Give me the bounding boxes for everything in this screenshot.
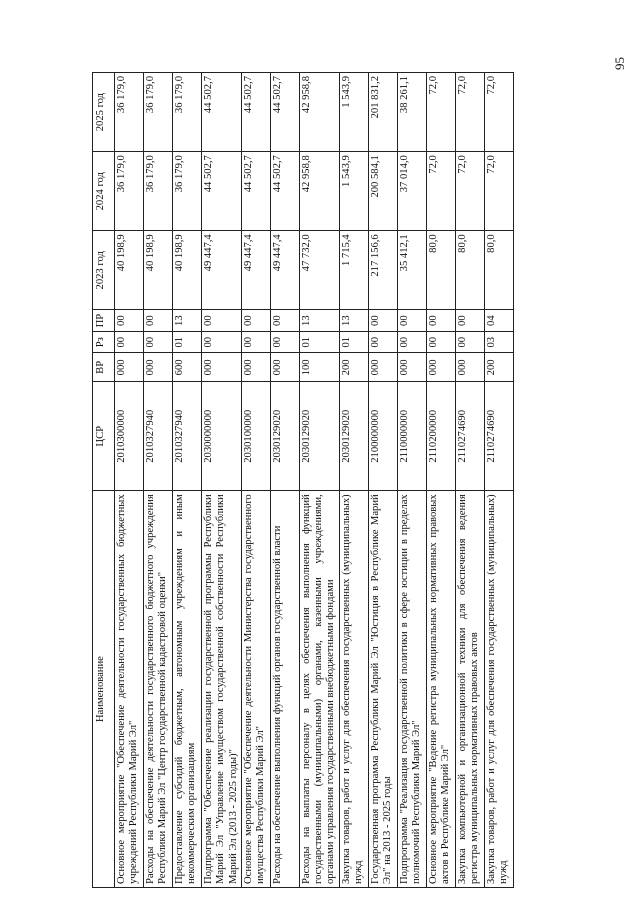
row-vr: 000	[397, 353, 426, 382]
header-2025: 2025 год	[93, 73, 115, 152]
row-2023: 40 198,9	[115, 231, 144, 310]
row-name: Основное мероприятие "Обеспечение деятельности Министерства государственного имущества Республики Марий Эл"	[241, 491, 270, 888]
row-2025: 36 179,0	[173, 73, 202, 152]
row-2024: 36 179,0	[144, 152, 173, 231]
row-rz: 01	[173, 331, 202, 353]
row-csr: 2030000000	[202, 382, 242, 491]
table-row	[339, 73, 368, 888]
row-pr: 00	[426, 310, 455, 332]
row-pr: 00	[202, 310, 242, 332]
table-row	[368, 73, 397, 888]
row-2025: 44 502,7	[202, 73, 242, 152]
row-2023: 49 447,4	[202, 231, 242, 310]
row-csr: 2030100000	[241, 382, 270, 491]
rotated-table-container	[92, 72, 514, 888]
table-row	[397, 73, 426, 888]
row-vr: 100	[299, 353, 339, 382]
row-pr: 00	[368, 310, 397, 332]
row-2023: 80,0	[484, 231, 513, 310]
row-2025: 1 543,9	[339, 73, 368, 152]
row-2025: 38 261,1	[397, 73, 426, 152]
row-2023: 40 198,9	[173, 231, 202, 310]
row-2024: 72,0	[426, 152, 455, 231]
row-name: Расходы на обеспечение выполнения функций органов государственной власти	[270, 491, 299, 888]
row-rz: 00	[426, 331, 455, 353]
row-rz: 01	[339, 331, 368, 353]
row-2024: 36 179,0	[173, 152, 202, 231]
row-vr: 000	[241, 353, 270, 382]
row-2023: 40 198,9	[144, 231, 173, 310]
row-2024: 200 584,1	[368, 152, 397, 231]
row-rz: 01	[299, 331, 339, 353]
header-name: Наименование	[93, 491, 115, 888]
row-2023: 217 156,6	[368, 231, 397, 310]
row-csr: 2030129020	[299, 382, 339, 491]
row-pr: 00	[397, 310, 426, 332]
row-pr: 00	[241, 310, 270, 332]
row-name: Закупка товаров, работ и услуг для обеспечения государственных (муниципальных) нужд	[339, 491, 368, 888]
row-rz: 03	[484, 331, 513, 353]
table-row	[202, 73, 242, 888]
row-2025: 201 831,2	[368, 73, 397, 152]
row-2024: 42 958,8	[299, 152, 339, 231]
row-csr: 2110000000	[397, 382, 426, 491]
row-name: Государственная программа Республики Марий Эл "Юстиция в Республике Марий Эл" на 2013 - 2025 годы	[368, 491, 397, 888]
row-2024: 44 502,7	[270, 152, 299, 231]
row-csr: 2030129020	[339, 382, 368, 491]
row-name: Расходы на выплаты персоналу в целях обеспечения выполнения функций государственными (муниципальными) органами, казенными учреждениями, органами управления государственными внебюджетными фондами	[299, 491, 339, 888]
row-csr: 2110274690	[484, 382, 513, 491]
row-vr: 000	[270, 353, 299, 382]
row-2023: 35 412,1	[397, 231, 426, 310]
table-row	[484, 73, 513, 888]
row-pr: 13	[173, 310, 202, 332]
row-pr: 00	[144, 310, 173, 332]
row-2023: 49 447,4	[241, 231, 270, 310]
row-pr: 00	[455, 310, 484, 332]
row-csr: 2010300000	[115, 382, 144, 491]
row-2024: 44 502,7	[202, 152, 242, 231]
row-2025: 72,0	[455, 73, 484, 152]
row-2024: 72,0	[484, 152, 513, 231]
row-csr: 2010327940	[144, 382, 173, 491]
row-2025: 36 179,0	[115, 73, 144, 152]
row-name: Предоставление субсидий бюджетным, автономным учреждениям и иным некоммерческим организациям	[173, 491, 202, 888]
row-vr: 000	[426, 353, 455, 382]
row-2025: 72,0	[484, 73, 513, 152]
row-2025: 44 502,7	[241, 73, 270, 152]
header-vr: ВР	[93, 353, 115, 382]
table-row	[144, 73, 173, 888]
row-2023: 80,0	[426, 231, 455, 310]
header-csr: ЦСР	[93, 382, 115, 491]
row-vr: 200	[484, 353, 513, 382]
row-pr: 13	[339, 310, 368, 332]
row-name: Подпрограмма "Реализация государственной политики в сфере юстиции в пределах полномочий Республики Марий Эл"	[397, 491, 426, 888]
table-row	[299, 73, 339, 888]
header-2023: 2023 год	[93, 231, 115, 310]
row-name: Основное мероприятие "Ведение регистра муниципальных нормативных правовых актов в Республике Марий Эл"	[426, 491, 455, 888]
row-vr: 000	[202, 353, 242, 382]
row-2023: 1 715,4	[339, 231, 368, 310]
row-2025: 42 958,8	[299, 73, 339, 152]
row-pr: 00	[270, 310, 299, 332]
row-name: Закупка товаров, работ и услуг для обеспечения государственных (муниципальных) нужд	[484, 491, 513, 888]
row-rz: 00	[241, 331, 270, 353]
row-2024: 37 014,0	[397, 152, 426, 231]
row-vr: 200	[339, 353, 368, 382]
row-vr: 000	[115, 353, 144, 382]
row-name: Подпрограмма "Обеспечение реализации государственной программы Республики Марий Эл "Управление имуществом государственной собственности Республики Марий Эл (2013 - 2025 годы)"	[202, 491, 242, 888]
table-row	[241, 73, 270, 888]
header-2024: 2024 год	[93, 152, 115, 231]
row-2025: 72,0	[426, 73, 455, 152]
row-2024: 44 502,7	[241, 152, 270, 231]
row-pr: 00	[115, 310, 144, 332]
row-rz: 00	[455, 331, 484, 353]
row-csr: 2030129020	[270, 382, 299, 491]
row-csr: 2010327940	[173, 382, 202, 491]
row-2024: 72,0	[455, 152, 484, 231]
row-vr: 000	[368, 353, 397, 382]
row-rz: 00	[115, 331, 144, 353]
row-2023: 49 447,4	[270, 231, 299, 310]
row-name: Закупка компьютерной и организационной техники для обеспечения ведения регистра муниципальных нормативных правовых актов	[455, 491, 484, 888]
row-2025: 44 502,7	[270, 73, 299, 152]
row-pr: 04	[484, 310, 513, 332]
row-rz: 00	[202, 331, 242, 353]
row-csr: 2100000000	[368, 382, 397, 491]
row-rz: 00	[397, 331, 426, 353]
row-vr: 000	[144, 353, 173, 382]
row-pr: 13	[299, 310, 339, 332]
budget-table	[92, 72, 514, 888]
row-rz: 00	[144, 331, 173, 353]
row-csr: 2110200000	[426, 382, 455, 491]
table-row	[455, 73, 484, 888]
page-number: 95	[612, 57, 627, 70]
row-csr: 2110274690	[455, 382, 484, 491]
row-rz: 00	[368, 331, 397, 353]
row-2024: 1 543,9	[339, 152, 368, 231]
table-row	[270, 73, 299, 888]
header-pr: ПР	[93, 310, 115, 332]
row-vr: 600	[173, 353, 202, 382]
row-vr: 000	[455, 353, 484, 382]
row-name: Расходы на обеспечение деятельности государственного бюджетного учреждения Республики Марий Эл "Центр государственной кадастровой оценки"	[144, 491, 173, 888]
row-rz: 00	[270, 331, 299, 353]
row-2023: 80,0	[455, 231, 484, 310]
header-rz: Рз	[93, 331, 115, 353]
table-row	[115, 73, 144, 888]
row-name: Основное мероприятие "Обеспечение деятельности государственных бюджетных учреждений Республики Марий Эл"	[115, 491, 144, 888]
row-2023: 47 732,0	[299, 231, 339, 310]
row-2024: 36 179,0	[115, 152, 144, 231]
table-row	[426, 73, 455, 888]
row-2025: 36 179,0	[144, 73, 173, 152]
table-header-row	[93, 73, 115, 888]
table-row	[173, 73, 202, 888]
